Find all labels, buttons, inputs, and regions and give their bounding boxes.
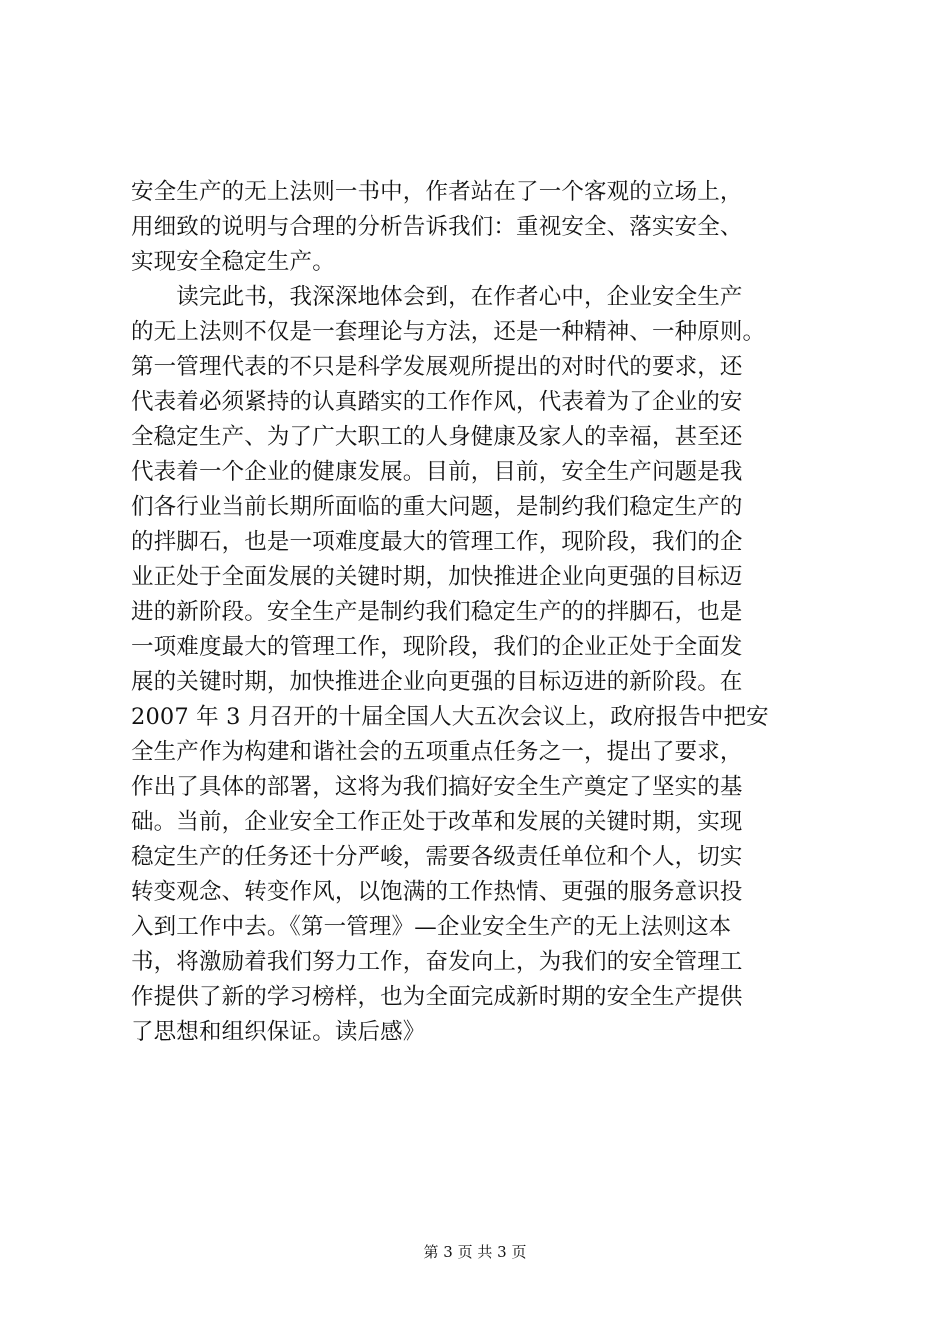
text-line: 进的新阶段。安全生产是制约我们稳定生产的的拌脚石，也是 [131, 599, 743, 625]
text-line: 2007 年 3 月召开的十届全国人大五次会议上，政府报告中把安 [131, 704, 769, 730]
text-line: 作出了具体的部署，这将为我们搞好安全生产奠定了坚实的基 [131, 774, 743, 800]
text-line: 业正处于全面发展的关键时期，加快推进企业向更强的目标迈 [131, 564, 743, 590]
text-line: 全稳定生产、为了广大职工的人身健康及家人的幸福，甚至还 [131, 424, 743, 450]
document-body [131, 175, 843, 1050]
page-number-label: 第 3 页 共 3 页 [423, 1243, 527, 1261]
text-line: 入到工作中去。《第一管理》—企业安全生产的无上法则这本 [131, 914, 732, 940]
text-line: 安全生产的无上法则一书中，作者站在了一个客观的立场上， [131, 179, 743, 205]
text-line: 转变观念、转变作风，以饱满的工作热情、更强的服务意识投 [131, 879, 743, 905]
text-line: 实现安全稳定生产。 [131, 249, 335, 275]
text-line: 书，将激励着我们努力工作，奋发向上，为我们的安全管理工 [131, 949, 743, 975]
text-line: 的拌脚石，也是一项难度最大的管理工作，现阶段，我们的企 [131, 529, 743, 555]
text-line: 读完此书，我深深地体会到，在作者心中，企业安全生产 [131, 284, 743, 310]
text-line: 用细致的说明与合理的分析告诉我们：重视安全、落实安全、 [131, 214, 743, 240]
text-line: 础。当前，企业安全工作正处于改革和发展的关键时期，实现 [131, 809, 743, 835]
text-line: 代表着一个企业的健康发展。目前，目前，安全生产问题是我 [131, 459, 743, 485]
text-line: 稳定生产的任务还十分严峻，需要各级责任单位和个人，切实 [131, 844, 743, 870]
text-line: 全生产作为构建和谐社会的五项重点任务之一，提出了要求， [131, 739, 743, 765]
text-line: 了思想和组织保证。读后感》 [131, 1019, 426, 1045]
text-line: 代表着必须紧持的认真踏实的工作作风，代表着为了企业的安 [131, 389, 743, 415]
page-footer [0, 1242, 950, 1262]
text-line: 的无上法则不仅是一套理论与方法，还是一种精神、一种原则。 [131, 319, 766, 345]
text-line: 们各行业当前长期所面临的重大问题，是制约我们稳定生产的 [131, 494, 743, 520]
text-line: 一项难度最大的管理工作，现阶段，我们的企业正处于全面发 [131, 634, 743, 660]
text-line: 第一管理代表的不只是科学发展观所提出的对时代的要求，还 [131, 354, 743, 380]
text-line: 作提供了新的学习榜样，也为全面完成新时期的安全生产提供 [131, 984, 743, 1010]
text-line: 展的关键时期，加快推进企业向更强的目标迈进的新阶段。在 [131, 669, 743, 695]
